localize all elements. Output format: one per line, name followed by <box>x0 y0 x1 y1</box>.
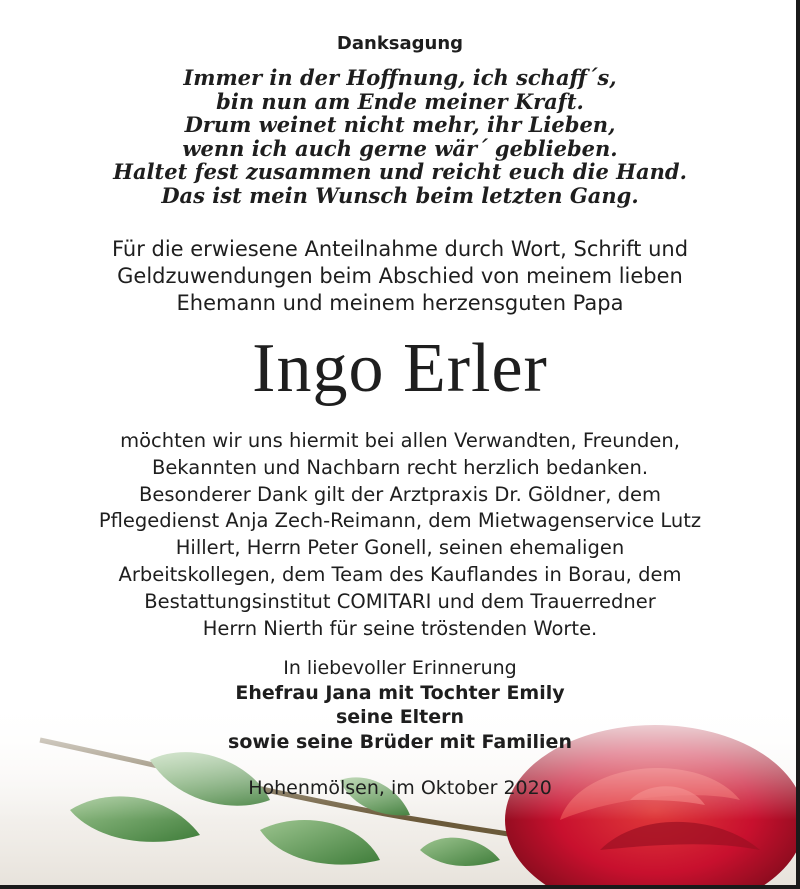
poem <box>0 66 800 207</box>
thanks-line: Bekannten und Nachbarn recht herzlich bedanken. <box>151 455 649 479</box>
frame-border-right <box>796 0 800 889</box>
thanks-line: Bestattungsinstitut COMITARI und dem Trauerredner <box>144 589 656 613</box>
signature-block <box>0 656 800 754</box>
thanks-line: Herrn Nierth für seine tröstenden Worte. <box>202 616 598 640</box>
poem-line: Immer in der Hoffnung, ich schaff´s, <box>183 65 617 90</box>
intro-line: Ehemann und meinem herzensguten Papa <box>176 291 624 315</box>
poem-line: Drum weinet nicht mehr, ihr Lieben, <box>184 112 616 137</box>
frame-border-bottom <box>0 885 800 889</box>
remembrance-line: In liebevoller Erinnerung <box>283 657 517 679</box>
notice-title: Danksagung <box>336 33 464 54</box>
poem-line: Das ist mein Wunsch beim letzten Gang. <box>161 182 639 208</box>
poem-line: wenn ich auch gerne wär´ geblieben. <box>182 135 618 161</box>
thanks-line: Besonderer Dank gilt der Arztpraxis Dr. Göldner, dem <box>139 482 661 506</box>
signatory-line: seine Eltern <box>335 706 465 728</box>
poem-line: bin nun am Ende meiner Kraft. <box>216 88 584 114</box>
signatory-line: sowie seine Brüder mit Familien <box>228 730 572 753</box>
thanks-line: Arbeitskollegen, dem Team des Kauflandes in Borau, dem <box>118 562 682 586</box>
thanks-line: möchten wir uns hiermit bei allen Verwandten, Freunden, <box>120 429 680 452</box>
thanks-text <box>0 428 800 642</box>
deceased-name: Ingo Erler <box>252 330 548 407</box>
signatory-line: Ehefrau Jana mit Tochter Emily <box>235 681 565 704</box>
poem-line: Haltet fest zusammen und reicht euch die Hand. <box>113 159 687 184</box>
intro-text <box>0 236 800 317</box>
intro-line: Geldzuwendungen beim Abschied von meinem lieben <box>117 264 683 288</box>
place-date: Hohenmölsen, im Oktober 2020 <box>248 777 552 799</box>
thanks-line: Hillert, Herrn Peter Gonell, seinen ehemaligen <box>175 536 625 560</box>
thanks-line: Pflegedienst Anja Zech-Reimann, dem Mietwagenservice Lutz <box>98 509 702 533</box>
intro-line: Für die erwiesene Anteilnahme durch Wort, Schrift und <box>111 237 689 261</box>
